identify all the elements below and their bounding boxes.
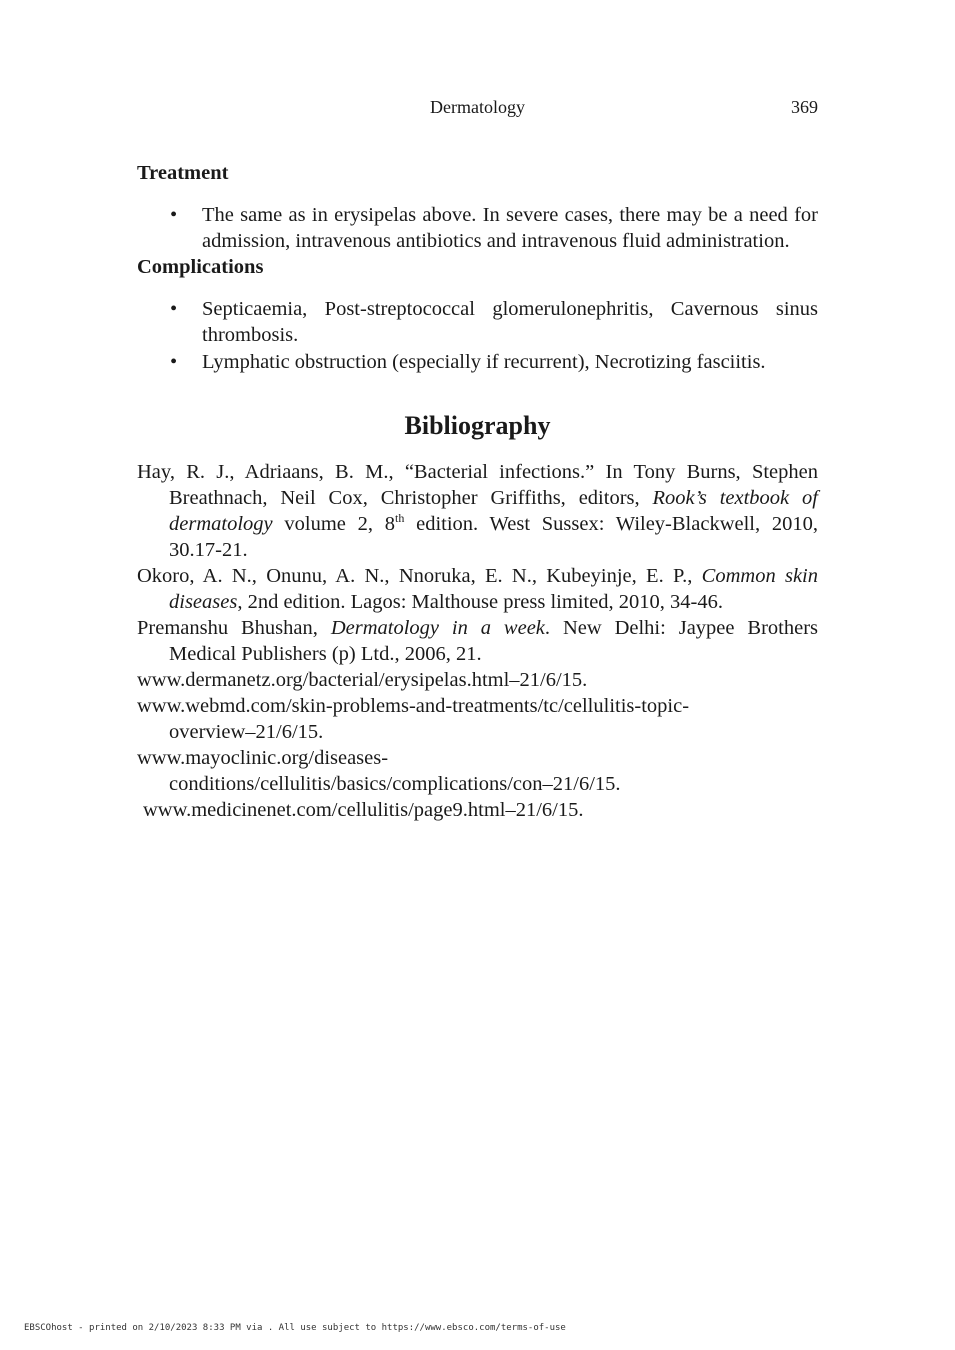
- ref-text: volume 2, 8: [272, 513, 395, 535]
- complication-item: • Septicaemia, Post-streptococcal glomerulonephritis, Cavernous sinus thrombosis.: [137, 296, 818, 348]
- ref-text: Hay, R. J., Adriaans, B. M., “Bacterial infections.” In Tony Burns, Stephen Breathnach, Neil Cox, Christopher Griffiths, editors,: [137, 461, 818, 509]
- ref-url-line: www.mayoclinic.org/diseases-: [137, 747, 389, 769]
- ref-text: Premanshu Bhushan,: [137, 617, 331, 639]
- bibliography-entry: www.dermanetz.org/bacterial/erysipelas.html–21/6/15.: [137, 669, 588, 691]
- ref-title: Dermatology in a week: [330, 617, 545, 639]
- page-content: [137, 160, 818, 823]
- complications-list: [137, 296, 818, 375]
- bibliography-entry: [137, 563, 818, 615]
- running-head-title: Dermatology: [430, 97, 525, 117]
- print-footer: EBSCOhost - printed on 2/10/2023 8:33 PM via . All use subject to https://www.ebsco.com/terms-of-use: [24, 1323, 566, 1333]
- ref-text: edition. West Sussex: Wiley-Blackwell, 2010, 30.17-21.: [169, 513, 818, 561]
- ref-url-line: overview–21/6/15.: [169, 721, 324, 743]
- complications-heading: Complications: [137, 256, 264, 278]
- treatment-list: [137, 202, 818, 254]
- treatment-heading: Treatment: [137, 162, 229, 184]
- ref-title: Common skin diseases: [169, 565, 818, 613]
- ref-text: . New Delhi: Jaypee Brothers Medical Publishers (p) Ltd., 2006, 21.: [169, 617, 819, 665]
- ref-url-line: conditions/cellulitis/basics/complications/con–21/6/15.: [169, 773, 621, 795]
- bibliography-entry: www.medicinenet.com/cellulitis/page9.html–21/6/15.: [143, 799, 584, 821]
- bibliography-list: [137, 459, 818, 823]
- bibliography-entry: [137, 615, 818, 667]
- ref-text: Okoro, A. N., Onunu, A. N., Nnoruka, E. N., Kubeyinje, E. P.,: [137, 565, 702, 587]
- treatment-item: • The same as in erysipelas above. In severe cases, there may be a need for admission, intravenous antibiotics and intravenous fluid administration.: [137, 202, 818, 254]
- running-head: [0, 97, 955, 121]
- bibliography-entry: [137, 693, 818, 745]
- bibliography-heading: Bibliography: [404, 411, 551, 440]
- ref-superscript: th: [395, 511, 405, 525]
- ref-text: , 2nd edition. Lagos: Malthouse press limited, 2010, 34-46.: [237, 591, 724, 613]
- ref-title: Rook’s textbook of dermatology: [169, 487, 818, 535]
- bibliography-entry: [137, 459, 818, 563]
- page-number: 369: [791, 97, 818, 117]
- bibliography-entry: [137, 745, 818, 797]
- ref-url-line: www.webmd.com/skin-problems-and-treatments/tc/cellulitis-topic-: [137, 695, 690, 717]
- complication-item: • Lymphatic obstruction (especially if recurrent), Necrotizing fasciitis.: [137, 349, 818, 375]
